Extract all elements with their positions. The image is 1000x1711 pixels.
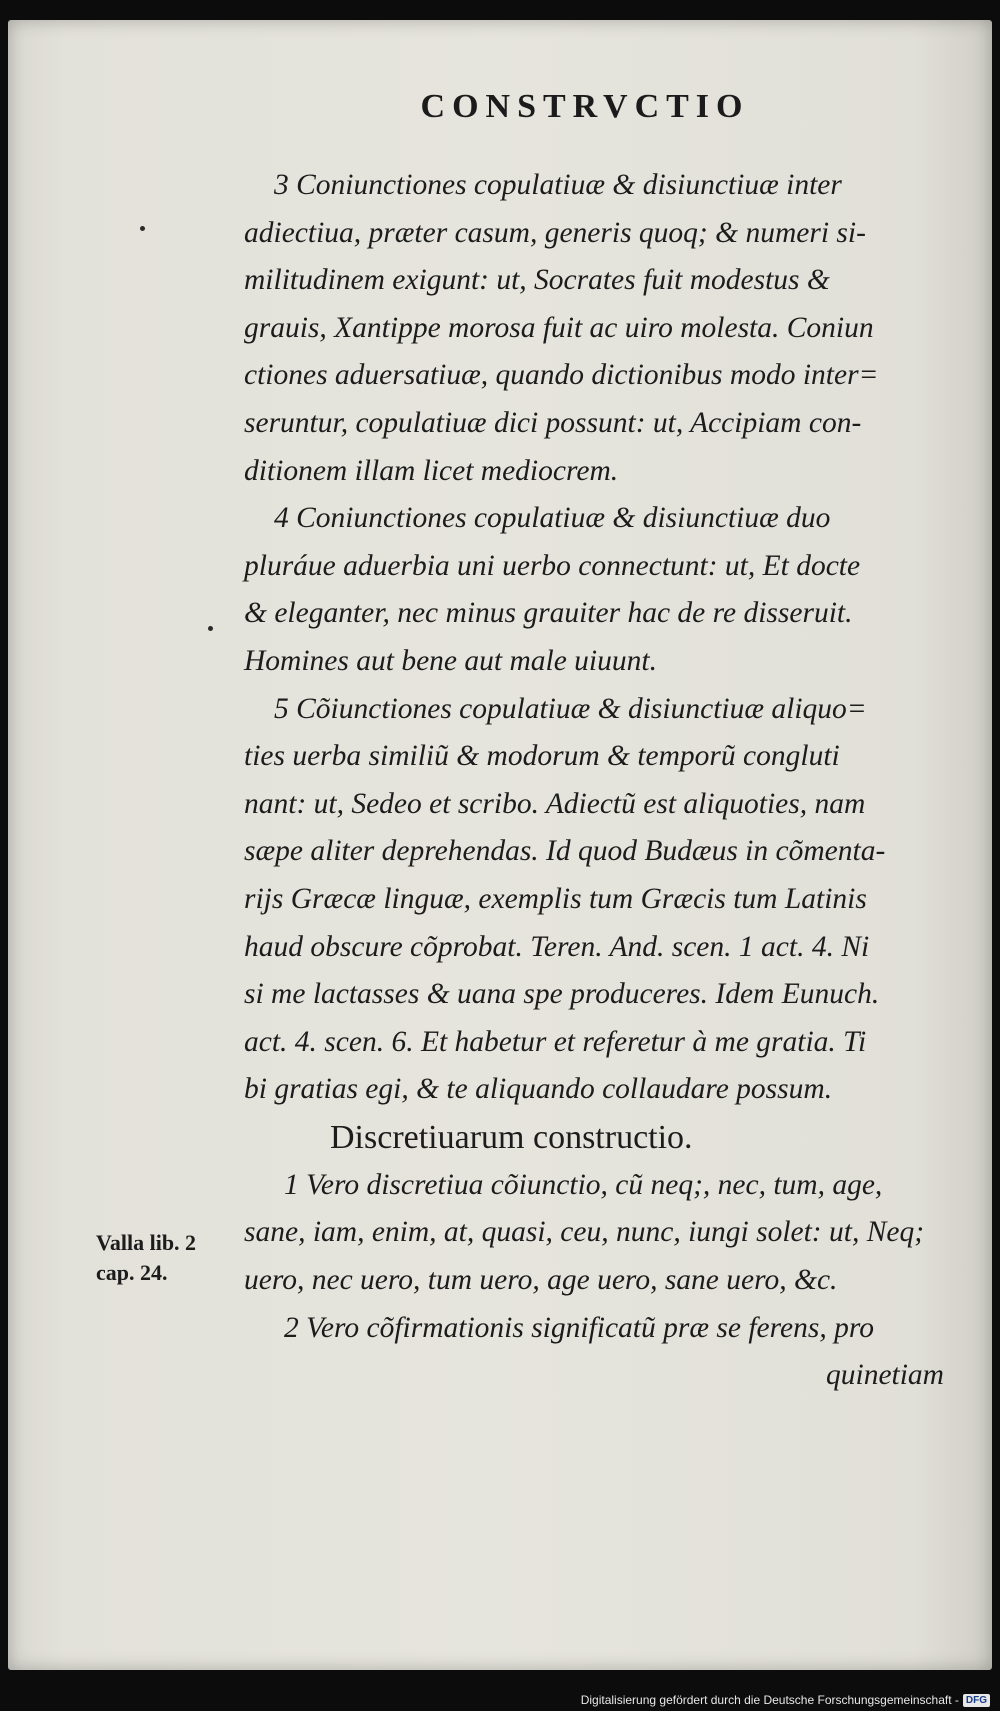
text-line: bi gratias egi, & te aliquando collaudare possum. [244,1073,833,1106]
text-line: & eleganter, nec minus grauiter hac de re disseruit. [244,597,853,630]
text-line: ditionem illam licet mediocrem. [244,454,619,487]
book-page [8,20,992,1670]
text-line: 4 Coniunctiones copulatiuæ & disiunctiuæ duo [274,502,831,535]
text-line: 5 Cõiunctiones copulatiuæ & disiunctiuæ aliquo= [274,692,867,725]
margin-mark [140,226,145,231]
text-line: ties uerba similiũ & modorum & temporũ congluti [244,740,840,773]
footer-text: Digitalisierung gefördert durch die Deutsche Forschungsgemeinschaft - [580,1693,959,1707]
text-line: 1 Vero discretiua cõiunctio, cũ neq;, nec, tum, age, [284,1168,883,1201]
text-line: 3 Coniunctiones copulatiuæ & disiunctiuæ inter [274,169,842,201]
text-line: ctiones aduersatiuæ, quando dictionibus modo inter= [244,359,879,392]
footer [581,1693,990,1707]
margin-note-line: cap. 24. [96,1260,168,1285]
body-text [244,162,944,1400]
text-line: militudinem exigunt: ut, Socrates fuit modestus & [244,264,830,297]
margin-mark [208,626,213,631]
text-line: 2 Vero cõfirmationis significatũ præ se ferens, pro [284,1311,874,1344]
text-line: uero, nec uero, tum uero, age uero, sane uero, &c. [244,1264,838,1297]
text-line: adiectiua, præter casum, generis quoq; & numeri si- [244,216,866,249]
text-line: si me lactasses & uana spe produceres. Idem Eunuch. [244,978,880,1011]
text-line: pluráue aduerbia uni uerbo connectunt: ut, Et docte [244,549,861,582]
text-line: Homines aut bene aut male uiuunt. [244,644,657,677]
text-line: haud obscure cõprobat. Teren. And. scen. 1 act. 4. Ni [244,930,870,963]
margin-note [96,1228,236,1288]
margin-note-line: Valla lib. 2 [96,1230,197,1255]
text-line: sane, iam, enim, at, quasi, ceu, nunc, iungi solet: ut, Neq; [244,1216,925,1249]
text-line: grauis, Xantippe morosa fuit ac uiro molesta. Coniun [244,311,874,344]
text-line: sæpe aliter deprehendas. Id quod Budæus in cõmenta- [244,835,886,868]
dfg-logo-icon: DFG [963,1694,990,1707]
text-line: nant: ut, Sedeo et scribo. Adiectũ est aliquoties, nam [244,787,866,820]
text-line: act. 4. scen. 6. Et habetur et referetur à me gratia. Ti [244,1025,867,1058]
running-header: CONSTRVCTIO [420,88,750,125]
text-line: seruntur, copulatiuæ dici possunt: ut, Accipiam con- [244,406,862,439]
catchword: quinetiam [826,1359,944,1392]
section-heading: Discretiuarum constructio. [330,1118,693,1156]
text-line: rijs Græcæ linguæ, exemplis tum Græcis tum Latinis [244,882,867,915]
